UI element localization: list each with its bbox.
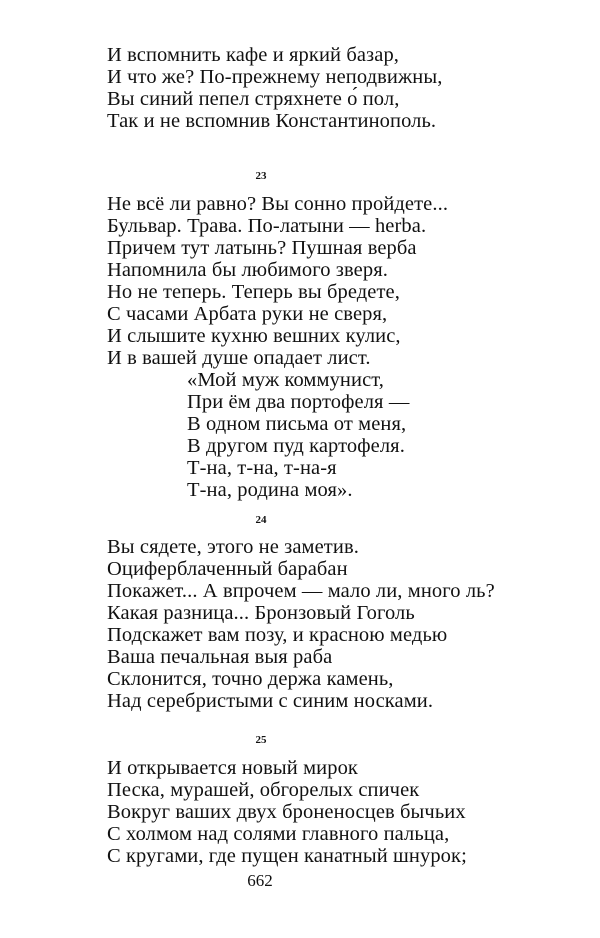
verse-line: Но не теперь. Теперь вы бредете, <box>107 281 400 303</box>
verse-line: С кругами, где пущен канатный шнурок; <box>107 845 467 867</box>
verse-line: С часами Арбата руки не сверя, <box>107 303 388 325</box>
song-line: При ём два портофеля — <box>187 391 410 413</box>
verse-line: Ваша печальная выя раба <box>107 646 333 668</box>
verse-line: Покажет... А впрочем — мало ли, много ль? <box>107 580 495 602</box>
verse-line: И открывается новый мирок <box>107 757 358 779</box>
verse-line: Бульвар. Трава. По-латыни — herba. <box>107 215 427 237</box>
verse-line: Причем тут латынь? Пушная верба <box>107 237 417 259</box>
verse-line: С холмом над солями главного пальца, <box>107 823 450 845</box>
page-number: 662 <box>247 871 273 890</box>
verse-line: И в вашей душе опадает лист. <box>107 347 371 369</box>
verse-line: Подскажет вам позу, и красною медью <box>107 624 448 646</box>
verse-line: И слышите кухню вешних кулис, <box>107 325 401 347</box>
verse-line: Вокруг ваших двух броненосцев бычьих <box>107 801 466 823</box>
verse-line: Вы сядете, этого не заметив. <box>107 536 359 558</box>
poem-number: 25 <box>255 734 267 746</box>
song-line: В другом пуд картофеля. <box>187 435 405 457</box>
song-line: «Мой муж коммунист, <box>187 369 385 391</box>
verse-line: Песка, мурашей, обгорелых спичек <box>107 779 420 801</box>
poem-number: 23 <box>255 170 267 182</box>
verse-line: И что же? По-прежнему неподвижны, <box>107 66 443 88</box>
verse-line: Так и не вспомнив Константинополь. <box>107 110 437 132</box>
poem-number: 24 <box>255 514 267 526</box>
song-line: В одном письма от меня, <box>187 413 407 435</box>
verse-line: Напомнила бы любимого зверя. <box>107 259 388 281</box>
song-line: Т-на, т-на, т-на-я <box>187 457 337 479</box>
verse-line: И вспомнить кафе и яркий базар, <box>107 44 400 66</box>
verse-line: Не всё ли равно? Вы сонно пройдете... <box>107 193 449 215</box>
verse-line: Какая разница... Бронзовый Гоголь <box>107 602 415 624</box>
verse-line: Оциферблаченный барабан <box>107 558 348 580</box>
song-line: Т-на, родина моя». <box>187 479 353 501</box>
verse-line: Склонится, точно держа камень, <box>107 668 394 690</box>
verse-line: Над серебристыми с синим носками. <box>107 690 434 712</box>
verse-line: Вы синий пепел стряхнете о́ пол, <box>107 88 400 110</box>
